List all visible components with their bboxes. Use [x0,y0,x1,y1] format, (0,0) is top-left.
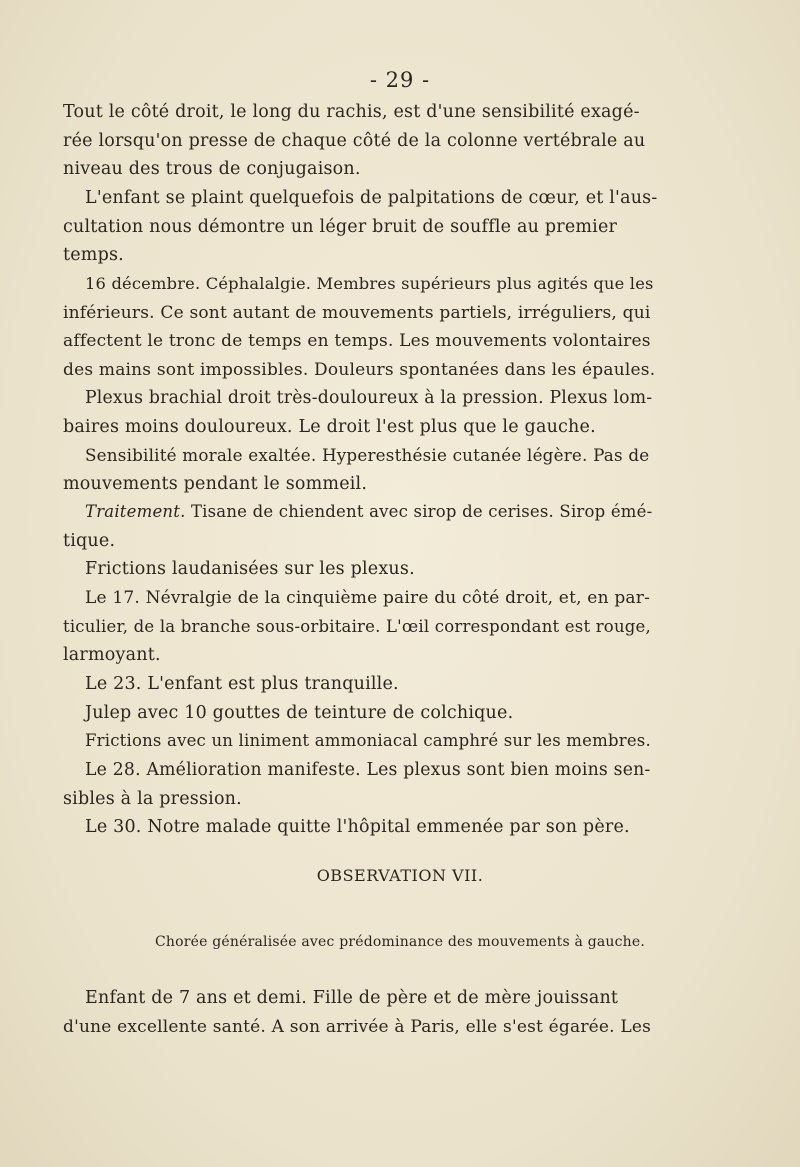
text-line: baires moins douloureux. Le droit l'est plus que le gauche. [63,416,596,437]
text-line: Frictions laudanisées sur les plexus. [85,559,415,579]
paragraph-le-17 [63,584,657,670]
text-line: mouvements pendant le sommeil. [63,473,368,494]
traitement-text: Tisane de chiendent avec sirop de cerises. Sirop émé- [185,502,653,521]
paragraph-frictions [63,555,657,584]
text-line: inférieurs. Ce sont autant de mouvements partiels, irréguliers, qui [63,302,651,323]
text-line: niveau des trous de conjugaison. [63,159,361,180]
text-line: Le 30. Notre malade quitte l'hôpital emmenée par son père. [85,817,630,837]
paragraph-le-30 [63,813,657,842]
text-line: larmoyant. [63,645,161,666]
paragraph-le-28 [63,756,657,813]
text-line: Le 23. L'enfant est plus tranquille. [85,674,399,694]
paragraph-le-23 [63,670,657,756]
paragraph-sensibilite [63,98,657,184]
paragraph-16-decembre [63,270,657,384]
text-line: 16 décembre. Céphalalgie. Membres supérieurs plus agités que les [85,274,654,293]
observation-subtitle: Chorée généralisée avec prédominance des mouvements à gauche. [154,934,646,950]
text-line: Le 28. Amélioration manifeste. Les plexus sont bien moins sen- [85,760,651,780]
text-line: Julep avec 10 gouttes de teinture de colchique. [85,702,514,723]
text-line: Tout le côté droit, le long du rachis, est d'une sensibilité exagé- [63,102,640,122]
text-line [63,498,657,527]
paragraph-enfant [63,984,657,1041]
text-line: Plexus brachial droit très-douloureux à la pression. Plexus lom- [85,388,653,408]
text-line: Enfant de 7 ans et demi. Fille de père et de mère jouissant [85,988,619,1008]
traitement-label: Traitement. [85,502,186,521]
paragraph-sensibilite-morale [63,441,657,498]
text-line: Le 17. Névralgie de la cinquième paire du côté droit, et, en par- [85,588,651,608]
text-line: cultation nous démontre un léger bruit de souffle au premier [63,216,618,237]
text-line: rée lorsqu'on presse de chaque côté de la colonne vertébrale au [63,130,646,151]
text-line: temps. [63,245,124,266]
page-number: - 29 - [369,68,431,92]
paragraph-palpitations [63,184,657,270]
text-line: sibles à la pression. [63,788,242,809]
text-line: tique. [63,530,116,551]
text-line: L'enfant se plaint quelquefois de palpitations de cœur, et l'aus- [85,188,658,208]
text-line: Sensibilité morale exaltée. Hyperesthésie cutanée légère. Pas de [85,445,650,465]
paragraph-traitement [63,498,657,555]
text-line: d'une excellente santé. A son arrivée à Paris, elle s'est égarée. Les [63,1016,652,1037]
text-line: Frictions avec un liniment ammoniacal camphré sur les membres. [85,731,651,751]
text-line: des mains sont impossibles. Douleurs spontanées dans les épaules. [63,359,656,380]
observation-title: OBSERVATION VII. [316,866,484,885]
paragraph-plexus [63,384,657,441]
text-line: ticulier, de la branche sous-orbitaire. L'œil correspondant est rouge, [63,616,651,636]
text-line: affectent le tronc de temps en temps. Les mouvements volontaires [63,331,651,352]
